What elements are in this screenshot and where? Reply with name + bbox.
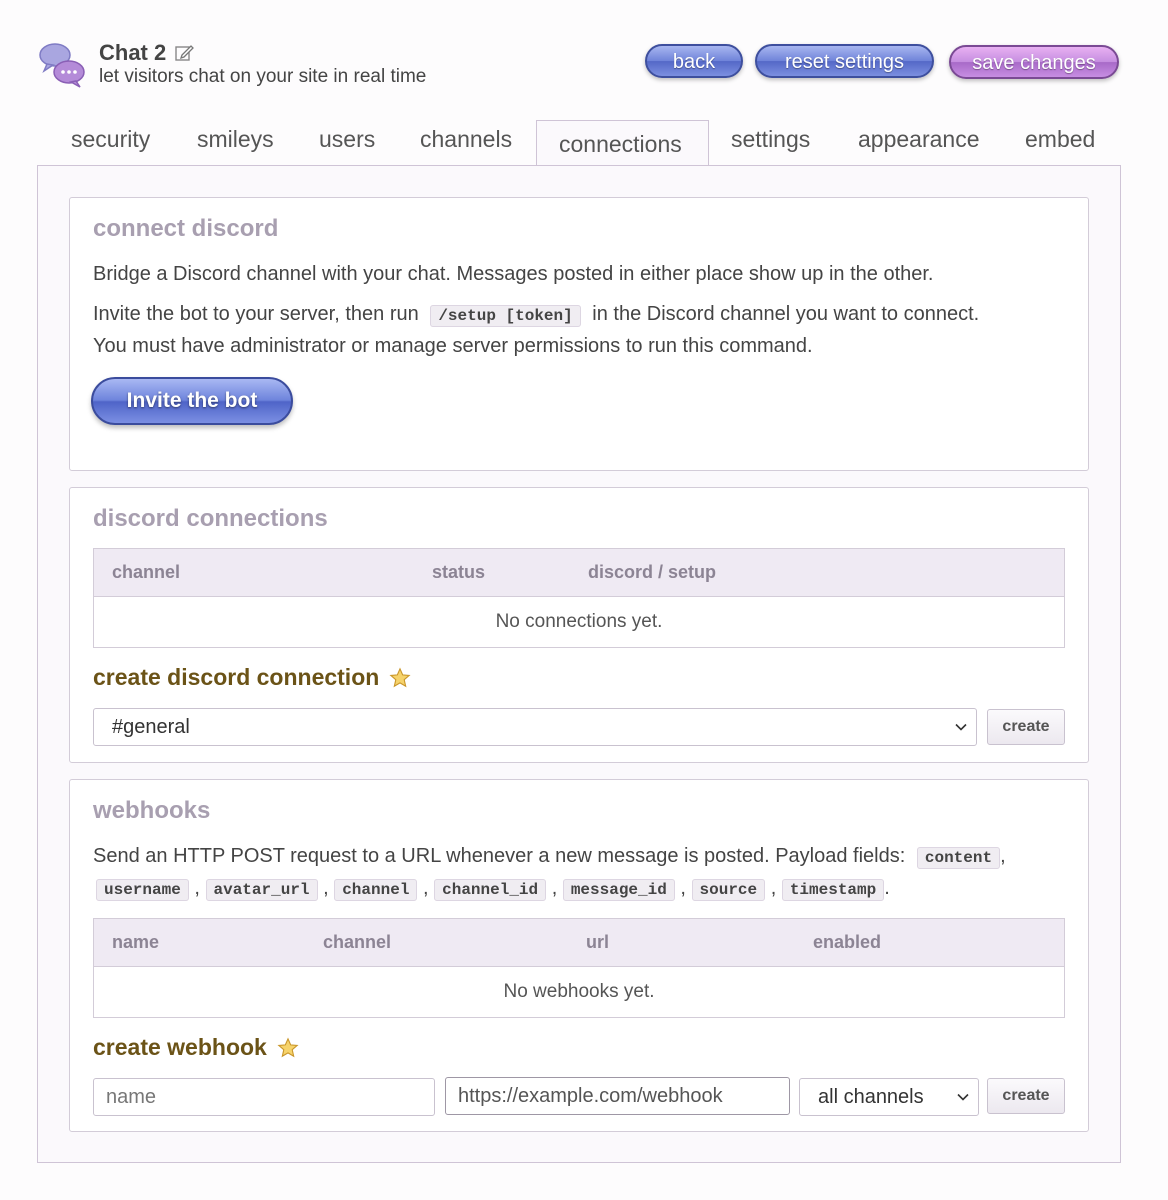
field-separator: , <box>194 877 200 899</box>
field-separator: , <box>422 877 429 899</box>
empty-connections-row: No connections yet. <box>495 611 663 632</box>
webhooks-description: Send an HTTP POST request to a URL whenever a new message is posted. Payload fields: <box>93 845 906 867</box>
column-header-name: name <box>112 932 160 952</box>
discord-connections-card <box>69 487 1089 763</box>
chevron-down-icon <box>954 720 968 734</box>
create-webhook-title: create webhook <box>93 1034 267 1060</box>
field-separator: , <box>323 877 329 899</box>
payload-field-username: username <box>96 879 189 901</box>
app-subtitle: let visitors chat on your site in real time <box>99 66 427 87</box>
discord-channel-select[interactable] <box>93 708 977 746</box>
webhook-channel-select[interactable] <box>799 1078 979 1116</box>
tab-security[interactable]: security <box>71 126 151 152</box>
create-webhook-button[interactable]: create <box>987 1078 1065 1114</box>
webhook-name-input[interactable]: name <box>93 1078 435 1116</box>
create-discord-connection-button[interactable]: create <box>987 709 1065 745</box>
discord-connections-title: discord connections <box>93 505 328 532</box>
connect-discord-title: connect discord <box>93 215 279 242</box>
webhook-url-input[interactable]: https://example.com/webhook <box>445 1077 790 1115</box>
tab-appearance[interactable]: appearance <box>858 126 980 152</box>
field-separator: , <box>680 877 686 899</box>
payload-field-source: source <box>692 879 766 901</box>
create-discord-connection-title: create discord connection <box>93 664 380 690</box>
invite-bot-button[interactable]: Invite the bot <box>91 377 293 425</box>
column-header-url: url <box>586 932 610 952</box>
chat-bubbles-icon <box>38 40 86 88</box>
setup-command-code: /setup [token] <box>430 305 580 327</box>
webhooks-title: webhooks <box>93 797 211 824</box>
column-header-status: status <box>432 562 486 582</box>
discord-channel-select-value: #general <box>112 716 190 738</box>
column-header-channel: channel <box>112 562 181 582</box>
field-separator: , <box>770 877 777 899</box>
payload-field-channel-id: channel_id <box>434 879 546 901</box>
webhook-channel-select-value: all channels <box>818 1086 924 1108</box>
payload-field-message-id: message_id <box>563 879 675 901</box>
tab-bar <box>37 120 1121 166</box>
back-button[interactable]: back <box>645 44 743 78</box>
connect-discord-instructions <box>93 298 979 332</box>
field-separator: , <box>1000 845 1006 867</box>
star-icon <box>277 1037 299 1059</box>
payload-field-content: content <box>917 847 1000 869</box>
save-changes-button[interactable]: save changes <box>949 45 1119 79</box>
connect-discord-description: Bridge a Discord channel with your chat. Messages posted in either place show up in the other. <box>93 263 934 285</box>
connect-discord-card <box>69 197 1089 471</box>
column-header-discord-setup: discord / setup <box>588 562 717 582</box>
reset-settings-button[interactable]: reset settings <box>755 44 934 78</box>
webhooks-description-line1 <box>93 840 1006 874</box>
table-header <box>94 919 1064 967</box>
tab-settings[interactable]: settings <box>731 126 811 152</box>
column-header-enabled: enabled <box>813 932 882 952</box>
table-header <box>94 549 1064 597</box>
field-terminator: . <box>884 877 890 899</box>
empty-webhooks-row: No webhooks yet. <box>503 981 655 1002</box>
connections-panel <box>37 165 1121 1163</box>
tab-connections[interactable]: connections <box>536 120 709 166</box>
tab-embed[interactable]: embed <box>1025 126 1096 152</box>
payload-field-avatar-url: avatar_url <box>206 879 318 901</box>
webhooks-description-line2 <box>96 872 890 906</box>
edit-icon[interactable] <box>174 43 194 63</box>
column-header-channel: channel <box>323 932 392 952</box>
instructions-text-before: Invite the bot to your server, then run <box>93 303 419 325</box>
payload-field-channel: channel <box>334 879 417 901</box>
payload-field-timestamp: timestamp <box>782 879 884 901</box>
title-row <box>99 40 194 66</box>
instructions-text-after: in the Discord channel you want to connect. <box>592 303 980 325</box>
discord-connections-table <box>93 548 1065 648</box>
permissions-note: You must have administrator or manage server permissions to run this command. <box>93 335 813 357</box>
tab-users[interactable]: users <box>319 126 376 152</box>
field-separator: , <box>551 877 558 899</box>
chevron-down-icon <box>956 1090 970 1104</box>
create-webhook-heading <box>93 1034 299 1061</box>
create-discord-connection-heading <box>93 664 411 691</box>
app-header <box>38 38 1128 98</box>
webhooks-table <box>93 918 1065 1018</box>
app-title: Chat 2 <box>99 40 167 65</box>
tab-channels[interactable]: channels <box>420 126 513 152</box>
tab-smileys[interactable]: smileys <box>197 126 274 152</box>
webhooks-card <box>69 779 1089 1132</box>
star-icon <box>389 667 411 689</box>
